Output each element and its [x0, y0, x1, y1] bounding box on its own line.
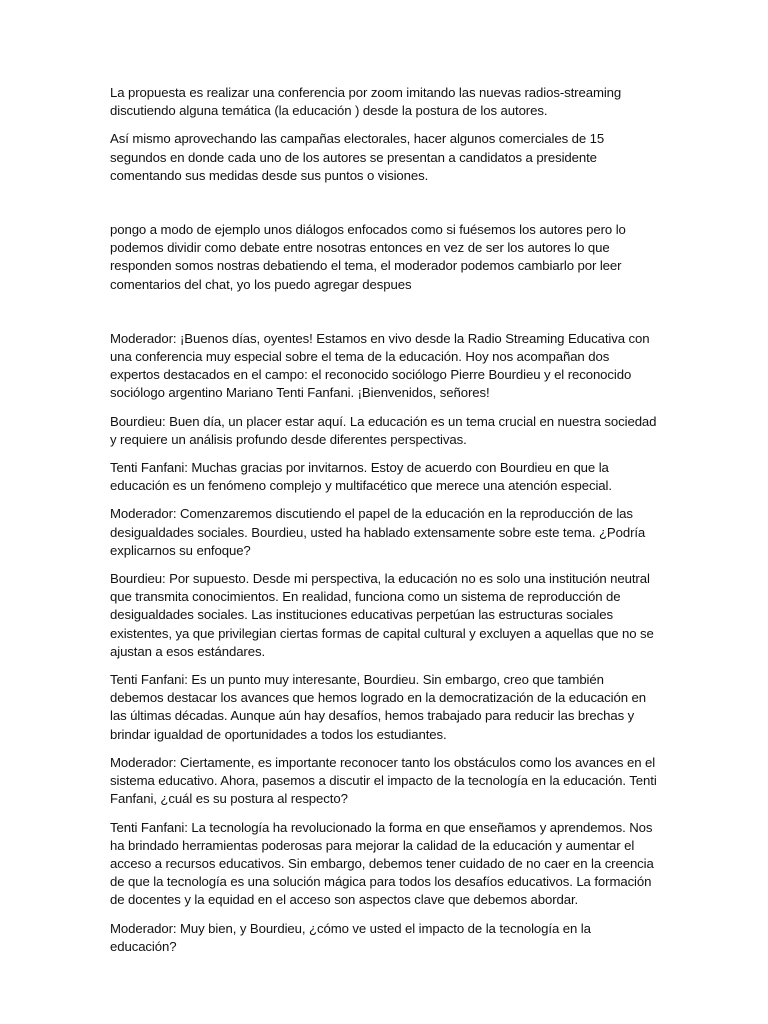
dialogue-moderator-question-technology: Moderador: Ciertamente, es importante reconocer tanto los obstáculos como los avances en el sistema educativo. Ahora, pasemos a discutir el impacto de la tecnología en la educación. Tenti Fanfani, ¿cuál es su postura al respecto? — [110, 754, 657, 807]
dialogue-moderator-intro: Moderador: ¡Buenos días, oyentes! Estamos en vivo desde la Radio Streaming Educativa con una conferencia muy especial sobre el tema de la educación. Hoy nos acompañan dos expertos destacados en el campo: el reconocido sociólogo Pierre Bourdieu y el reconocido sociólogo argentino Mariano Tenti Fanfani. ¡Bienvenidos, señores! — [110, 330, 650, 401]
dialogue-tenti-democratization: Tenti Fanfani: Es un punto muy interesante, Bourdieu. Sin embargo, creo que también debemos destacar los avances que hemos logrado en la democratización de la educación en las últimas décadas. Aunque aún hay desafíos, hemos trabajado para reducir las brechas y brindar igualdad de oportunidades a todos los estudiantes. — [110, 672, 646, 742]
dialogue-bourdieu-greeting: Bourdieu: Buen día, un placer estar aquí. La educación es un tema crucial en nuestra sociedad y requiere un análisis profundo desde diferentes perspectivas. — [110, 413, 657, 447]
dialogue-moderator-question-reproduction: Moderador: Comenzaremos discutiendo el papel de la educación en la reproducción de las desigualdades sociales. Bourdieu, usted ha hablado extensamente sobre este tema. ¿Podría explicarnos su enfoque? — [110, 506, 646, 558]
dialogue-tenti-greeting: Tenti Fanfani: Muchas gracias por invitarnos. Estoy de acuerdo con Bourdieu en que la educación es un fenómeno complejo y multifacético que merece una atención especial. — [110, 460, 612, 494]
intro-paragraph: Así mismo aprovechando las campañas electorales, hacer algunos comerciales de 15 segundos en donde cada uno de los autores se presentan a candidatos a presidente comentando sus medidas desde sus puntos o visiones. — [110, 131, 605, 183]
dialogue-bourdieu-reproduction: Bourdieu: Por supuesto. Desde mi perspectiva, la educación no es solo una institución neutral que transmita conocimientos. En realidad, funciona como un sistema de reproducción de desigualdades sociales. Las instituciones educativas perpetúan las estructuras sociales existentes, ya que privilegian ciertas formas de capital cultural y excluyen a aquellas que no se ajustan a esos estándares. — [110, 571, 654, 659]
document-body — [110, 84, 658, 956]
note-paragraph: pongo a modo de ejemplo unos diálogos enfocados como si fuésemos los autores pero lo podemos dividir como debate entre nosotras entonces en vez de ser los autores lo que responden somos nostras debatiendo el tema, el moderador podemos cambiarlo por leer comentarios del chat, yo los puedo agregar despues — [110, 222, 626, 292]
dialogue-moderator-question-bourdieu: Moderador: Muy bien, y Bourdieu, ¿cómo ve usted el impacto de la tecnología en la educación? — [110, 920, 591, 954]
dialogue-tenti-technology: Tenti Fanfani: La tecnología ha revolucionado la forma en que enseñamos y aprendemos. Nos ha brindado herramientas poderosas para mejorar la calidad de la educación y aumentar el acceso a recursos educativos. Sin embargo, debemos tener cuidado de no caer en la creencia de que la tecnología es una solución mágica para todos los desafíos educativos. La formación de docentes y la equidad en el acceso son aspectos clave que debemos abordar. — [110, 819, 654, 908]
intro-paragraph: La propuesta es realizar una conferencia por zoom imitando las nuevas radios-streaming discutiendo alguna temática (la educación ) desde la postura de los autores. — [110, 85, 622, 119]
